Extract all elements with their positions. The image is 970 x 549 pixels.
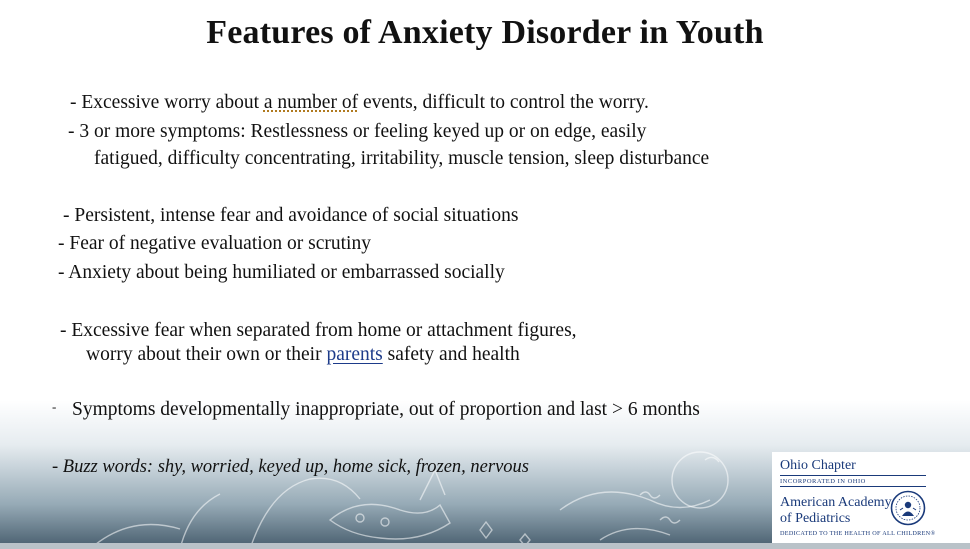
gad-symptoms-line: - 3 or more symptoms: Restlessness or feeling keyed up or on edge, easily [68, 121, 647, 142]
social-humiliation-item: - Anxiety about being humiliated or embarrassed socially [58, 262, 505, 283]
logo-rule-top [780, 475, 926, 476]
aap-ohio-chapter-logo [772, 452, 970, 549]
bottom-strip [0, 543, 970, 549]
logo-motto: DEDICATED TO THE HEALTH OF ALL CHILDREN® [780, 530, 936, 537]
separation-fear-line: - Excessive fear when separated from home or attachment figures, [60, 320, 577, 341]
aap-seal-icon [890, 490, 926, 526]
slide-title: Features of Anxiety Disorder in Youth [206, 14, 764, 51]
separation-worry-prefix: worry about their own or their [86, 344, 327, 365]
logo-org-line2: of Pediatrics [780, 511, 851, 526]
gad-worry-flagged-phrase: a number of [263, 92, 359, 113]
gad-worry-prefix: - Excessive worry about [70, 92, 264, 113]
buzz-words-line: - Buzz words: shy, worried, keyed up, home sick, frozen, nervous [52, 457, 529, 477]
duration-dash: - [52, 399, 57, 414]
logo-chapter-name: Ohio Chapter [780, 458, 856, 473]
parents-link[interactable]: parents [326, 344, 383, 365]
social-evaluation-item: - Fear of negative evaluation or scrutiny [58, 233, 371, 254]
gad-worry-line [70, 92, 649, 114]
social-fear-item: - Persistent, intense fear and avoidance of social situations [63, 205, 519, 226]
logo-rule-bottom [780, 486, 926, 487]
duration-criteria-line: Symptoms developmentally inappropriate, out of proportion and last > 6 months [72, 399, 700, 420]
gad-worry-suffix: events, difficult to control the worry. [358, 92, 649, 113]
gad-symptoms-continuation: fatigued, difficulty concentrating, irritability, muscle tension, sleep disturbance [94, 148, 710, 169]
logo-org-line1: American Academy [780, 495, 892, 510]
separation-worry-line [86, 344, 520, 366]
logo-incorporated-text: INCORPORATED IN OHIO [780, 478, 866, 485]
separation-worry-suffix: safety and health [382, 344, 520, 365]
